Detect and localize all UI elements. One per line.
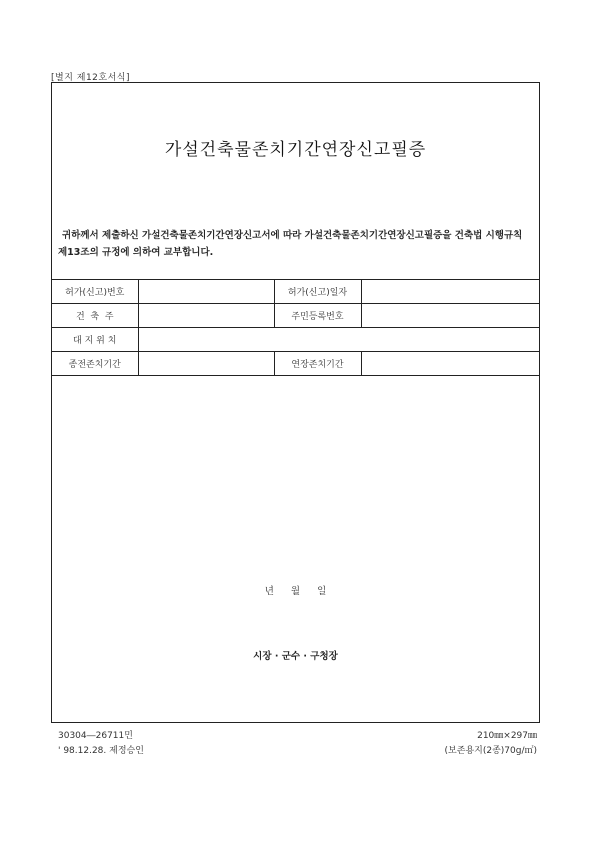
permit-no-field[interactable] [138,280,274,304]
table-row [52,304,539,328]
paper-type: (보존용지(2종)70g/㎡) [444,746,537,756]
site-location-label: 대 지 위 치 [52,328,138,352]
resident-no-label: 주민등록번호 [274,304,361,328]
table-row [52,328,539,352]
owner-label: 건 축 주 [52,304,138,328]
ext-period-field[interactable] [361,352,539,376]
paper-size: 210㎜×297㎜ [477,731,537,741]
resident-no-field[interactable] [361,304,539,328]
form-code: 30304―26711민 [58,731,133,741]
site-location-field[interactable] [138,328,539,352]
table-row [52,280,539,304]
issue-date-line: 년 월 일 [264,586,327,597]
permit-date-field[interactable] [361,280,539,304]
form-reference: [별지 제12호서식] [51,73,130,83]
prev-period-label: 종전존치기간 [52,352,138,376]
approval-note: ' 98.12.28. 제정승인 [58,746,144,756]
info-table [52,279,539,376]
document-title: 가설건축물존치기간연장신고필증 [164,140,427,160]
prev-period-field[interactable] [138,352,274,376]
ext-period-label: 연장존치기간 [274,352,361,376]
issuer-signature: 시장 · 군수 · 구청장 [253,651,338,662]
permit-no-label: 허가(신고)번호 [52,280,138,304]
permit-date-label: 허가(신고)일자 [274,280,361,304]
body-paragraph: 귀하께서 제출하신 가설건축물존치기간연장신고서에 따라 가설건축물존치기간연장신고필증을 건축법 시행규칙 제13조의 규정에 의하여 교부합니다. [58,230,523,258]
owner-field[interactable] [138,304,274,328]
table-row [52,352,539,376]
certificate-frame [51,82,540,723]
